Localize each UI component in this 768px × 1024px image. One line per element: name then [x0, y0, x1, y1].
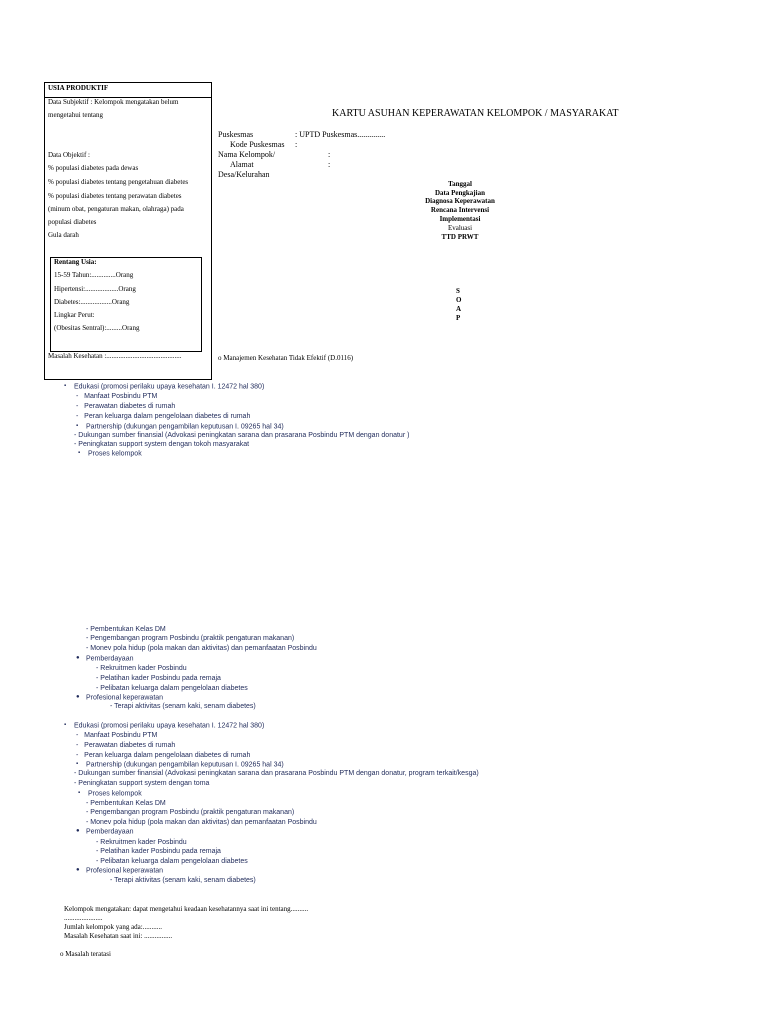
list-item: - Dukungan sumber finansial (Advokasi peningkatan sarana dan prasarana Posbindu PTM dengan donatur, program terkait/kesga): [74, 770, 479, 777]
soap-letter: P: [456, 314, 461, 322]
list-item: - Dukungan sumber finansial (Advokasi peningkatan sarana dan prasarana Posbindu PTM dengan donatur ): [74, 432, 410, 439]
list-item: - Manfaat Posbindu PTM: [76, 393, 158, 400]
list-item: ▪ Edukasi (promosi perilaku upaya kesehatan I. 12472 hal 380): [64, 382, 264, 391]
list-item: - Peran keluarga dalam pengelolaan diabetes di rumah: [76, 413, 251, 420]
list-item: ● Profesional keperawatan: [76, 693, 163, 702]
soap-letter: S: [456, 287, 460, 295]
list-item: - Pengembangan program Posbindu (praktik pengaturan makanan): [86, 635, 295, 642]
field-value: :: [328, 160, 331, 169]
list-item-text: Peran keluarga dalam pengelolaan diabetes di rumah: [84, 752, 251, 759]
field-value: :: [328, 150, 331, 159]
status-masalah: o Masalah teratasi: [60, 950, 111, 958]
usia-line: Hipertensi:...................Orang: [54, 285, 136, 293]
list-item-text: Perawatan diabetes di rumah: [84, 742, 176, 749]
column-header: Diagnosa Keperawatan: [425, 197, 495, 205]
list-item: ● Profesional keperawatan: [76, 866, 163, 875]
list-item-text: Manfaat Posbindu PTM: [84, 732, 158, 739]
list-item: - Perawatan diabetes di rumah: [76, 742, 176, 749]
evaluasi-line: Masalah Kesehatan saat ini: ................: [64, 932, 173, 940]
field-label: Kode Puskesmas: [230, 140, 285, 149]
list-item: - Perawatan diabetes di rumah: [76, 403, 176, 410]
evaluasi-line: Kelompok mengatakan: dapat mengetahui keadaan kesehatannya saat ini tentang..........: [64, 905, 309, 913]
field-label: Nama Kelompok/: [218, 150, 276, 159]
objektif-line: (minum obat, pengaturan makan, olahraga) pada: [48, 205, 184, 213]
evaluasi-line: ......................: [64, 914, 103, 922]
soap-letter: A: [456, 305, 462, 313]
field-label: Desa/Kelurahan: [218, 170, 270, 179]
masalah-kesehatan: Masalah Kesehatan :...........................................: [48, 352, 182, 360]
list-item: - Pelatihan kader Posbindu pada remaja: [96, 675, 221, 682]
list-item: ● Pemberdayaan: [76, 827, 133, 836]
column-header: Evaluasi: [447, 224, 473, 232]
list-item: ● Pemberdayaan: [76, 654, 133, 663]
column-header: TTD PRWT: [441, 233, 479, 241]
list-item: ▪ Partnership (dukungan pengambilan keputusan I. 09265 hal 34): [76, 760, 284, 769]
usia-produktif-header: USIA PRODUKTIF: [45, 83, 211, 98]
list-item: - Terapi aktivitas (senam kaki, senam diabetes): [110, 877, 256, 884]
data-subjektif-line-1: Data Subjektif : Kelompok mengatakan belum: [48, 98, 179, 106]
field-label: Alamat: [230, 160, 254, 169]
page-title: KARTU ASUHAN KEPERAWATAN KELOMPOK / MASYARAKAT: [332, 108, 619, 119]
list-item: ▪ Proses kelompok: [78, 449, 142, 458]
list-item: - Peran keluarga dalam pengelolaan diabetes di rumah: [76, 752, 251, 759]
objektif-line: Gula darah: [48, 231, 79, 239]
list-item: ▪ Partnership (dukungan pengambilan keputusan I. 09265 hal 34): [76, 422, 284, 431]
usia-line: 15-59 Tahun:..............Orang: [54, 271, 134, 279]
list-item: ▪ Proses kelompok: [78, 789, 142, 798]
list-item: - Rekruitmen kader Posbindu: [96, 665, 187, 672]
objektif-line: % populasi diabetes pada dewas: [48, 164, 139, 172]
objektif-line: % populasi diabetes tentang perawatan diabetes: [48, 192, 182, 200]
evaluasi-line: Jumlah kelompok yang ada:...........: [64, 923, 162, 931]
list-item: - Terapi aktivitas (senam kaki, senam diabetes): [110, 703, 256, 710]
list-item: - Rekruitmen kader Posbindu: [96, 839, 187, 846]
list-item: - Monev pola hidup (pola makan dan aktivitas) dan pemanfaatan Posbindu: [86, 819, 317, 826]
column-header: Implementasi: [439, 215, 481, 223]
list-item-text: Manfaat Posbindu PTM: [84, 393, 158, 400]
soap-letter: O: [456, 296, 462, 304]
objektif-line: % populasi diabetes tentang pengetahuan diabetes: [48, 178, 189, 186]
column-header: Rencana Intervensi: [430, 206, 490, 214]
list-item: - Monev pola hidup (pola makan dan aktivitas) dan pemanfaatan Posbindu: [86, 645, 317, 652]
list-item: - Pelibatan keluarga dalam pengelolaan diabetes: [96, 858, 248, 865]
objektif-line: populasi diabetes: [48, 218, 97, 226]
list-item: - Pelibatan keluarga dalam pengelolaan diabetes: [96, 685, 248, 692]
column-header: Tanggal: [448, 180, 472, 188]
field-value: :: [295, 140, 298, 149]
list-item: - Pelatihan kader Posbindu pada remaja: [96, 848, 221, 855]
list-item-text: Perawatan diabetes di rumah: [84, 403, 176, 410]
list-item: - Manfaat Posbindu PTM: [76, 732, 158, 739]
list-item: - Peningkatan support system dengan tokoh masyarakat: [74, 441, 250, 448]
column-header: Data Pengkajian: [435, 189, 485, 197]
usia-line: Diabetes:..................Orang: [54, 298, 130, 306]
field-value: : UPTD Puskesmas..............: [295, 130, 386, 139]
data-objektif-title: Data Objektif :: [48, 151, 90, 159]
list-item-text: Peran keluarga dalam pengelolaan diabetes di rumah: [84, 413, 251, 420]
diagnosa-keperawatan: o Manajemen Kesehatan Tidak Efektif (D.0116): [218, 354, 354, 362]
field-label: Puskesmas: [218, 130, 254, 139]
usia-line: Lingkar Perut:: [54, 311, 95, 319]
data-subjektif-line-2: mengetahui tentang: [48, 111, 104, 119]
list-item: - Pembentukan Kelas DM: [86, 626, 166, 633]
list-item: ▪ Edukasi (promosi perilaku upaya kesehatan I. 12472 hal 380): [64, 721, 264, 730]
rentang-usia-title: Rentang Usia:: [54, 258, 97, 266]
list-item: - Pembentukan Kelas DM: [86, 800, 166, 807]
list-item: - Peningkatan support system dengan toma: [74, 780, 210, 787]
usia-line: (Obesitas Sentral):.........Orang: [54, 324, 140, 332]
list-item: - Pengembangan program Posbindu (praktik pengaturan makanan): [86, 809, 295, 816]
